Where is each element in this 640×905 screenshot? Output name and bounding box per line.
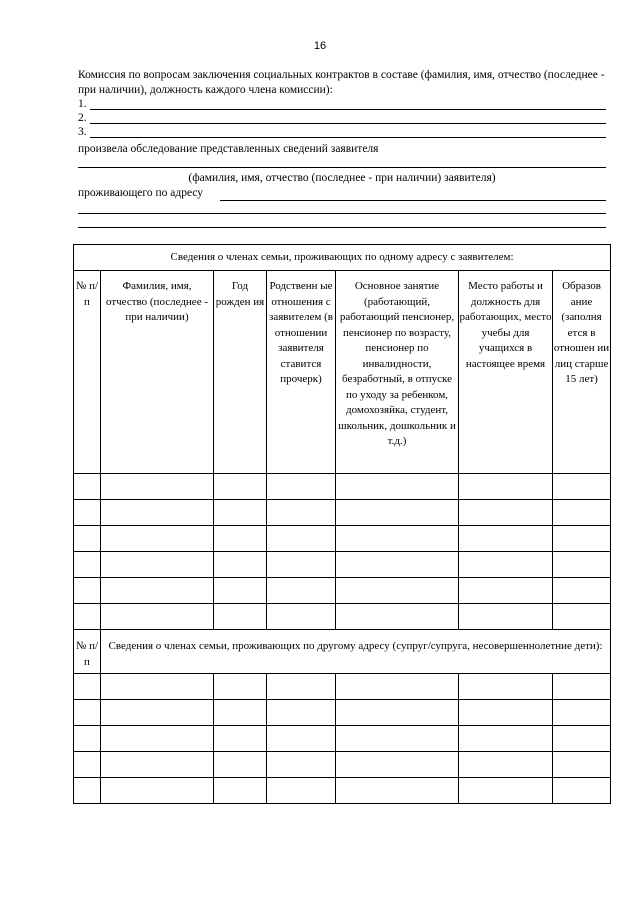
- col-header-birth-year: Год рожден ия: [214, 271, 267, 474]
- table-row: [74, 500, 611, 526]
- col-header-number: № п/п: [74, 271, 101, 474]
- address-line-2: [78, 200, 606, 214]
- section2-title: Сведения о членах семьи, проживающих по другому адресу (супруг/супруга, несовершеннолетние дети):: [101, 630, 611, 674]
- col-header-name: Фамилия, имя, отчество (последнее - при наличии): [101, 271, 214, 474]
- member-number: 3.: [78, 126, 87, 138]
- applicant-name-line: [78, 155, 606, 168]
- member-line-1: [78, 98, 606, 112]
- member-number: 2.: [78, 112, 87, 124]
- section1-title: Сведения о членах семьи, проживающих по одному адресу с заявителем:: [74, 245, 611, 271]
- col-header-relationship: Родственн ые отношения с заявителем (в отношении заявителя ставится прочерк): [267, 271, 336, 474]
- table-row: [74, 474, 611, 500]
- table-row: [74, 752, 611, 778]
- col-header-occupation: Основное занятие (работающий, работающий пенсионер, пенсионер по возрасту, пенсионер по инвалидности, безработный, в отпуске по уходу за ребенком, домохозяйка, студент, школьник, дошкольник и т.д.): [336, 271, 459, 474]
- section2-header-row: [74, 630, 611, 674]
- col-header-education: Образов ание (заполня ется в отношен ии лиц старше 15 лет): [553, 271, 611, 474]
- family-table: [73, 244, 611, 804]
- table-row: [74, 604, 611, 630]
- table-row: [74, 700, 611, 726]
- member-line-3: [78, 126, 606, 140]
- section2-number-header: № п/п: [74, 630, 101, 674]
- conducted-text: произвела обследование представленных сведений заявителя: [78, 143, 379, 155]
- member-number: 1.: [78, 98, 87, 110]
- page-number: 16: [313, 40, 327, 52]
- table-row: [74, 578, 611, 604]
- table-row: [74, 726, 611, 752]
- address-label: проживающего по адресу: [78, 187, 204, 199]
- table-row: [74, 674, 611, 700]
- table-row: [74, 552, 611, 578]
- table-row: [74, 526, 611, 552]
- applicant-caption: (фамилия, имя, отчество (последнее - при наличии) заявителя): [188, 172, 496, 184]
- address-line-3: [78, 214, 606, 228]
- commission-text: Комиссия по вопросам заключения социальных контрактов в составе (фамилия, имя, отчество (последнее - при наличии), должность каждого члена комиссии):: [78, 69, 605, 96]
- table-row: [74, 778, 611, 804]
- col-header-workplace: Место работы и должность для работающих, место учебы для учащихся в настоящее время: [459, 271, 553, 474]
- column-header-row: [74, 271, 611, 474]
- member-line-2: [78, 112, 606, 126]
